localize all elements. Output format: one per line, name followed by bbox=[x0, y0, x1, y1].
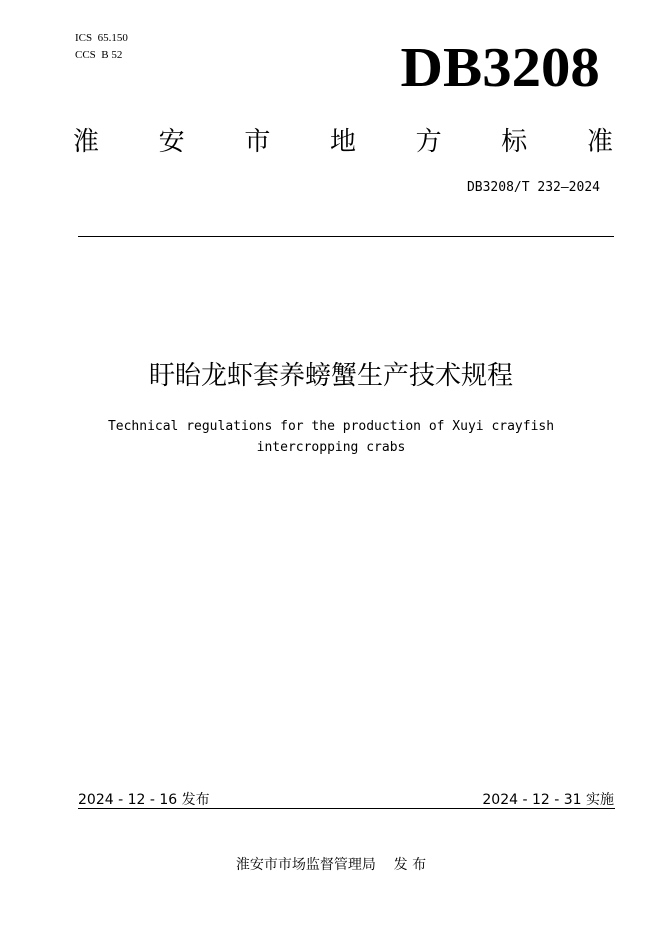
org-title-char: 淮 bbox=[73, 127, 100, 157]
org-title-char: 地 bbox=[329, 127, 356, 157]
english-title-line-2: intercropping crabs bbox=[256, 440, 406, 455]
issuing-authority: 淮安市市场监督管理局 发 布 bbox=[235, 857, 427, 873]
document-title-english bbox=[0, 416, 662, 458]
org-title-char: 安 bbox=[158, 127, 185, 157]
db-logo: DB3208 bbox=[400, 37, 600, 99]
ics-code: ICS 65.150 bbox=[75, 32, 128, 44]
implementation-date: 2024 - 12 - 31 实施 bbox=[482, 792, 614, 808]
org-title bbox=[73, 126, 613, 158]
english-title-line-1: Technical regulations for the production of Xuyi crayfish bbox=[107, 419, 555, 434]
top-divider bbox=[78, 236, 614, 237]
ccs-code: CCS B 52 bbox=[75, 49, 123, 61]
org-title-char: 方 bbox=[415, 127, 442, 157]
org-title-char: 市 bbox=[244, 127, 271, 157]
org-title-char: 准 bbox=[586, 127, 613, 157]
bottom-divider bbox=[78, 808, 615, 809]
document-title-chinese: 盱眙龙虾套养螃蟹生产技术规程 bbox=[148, 361, 513, 391]
org-title-char: 标 bbox=[501, 127, 528, 157]
standard-number: DB3208/T 232—2024 bbox=[466, 180, 600, 195]
issue-date: 2024 - 12 - 16 发布 bbox=[78, 792, 210, 808]
